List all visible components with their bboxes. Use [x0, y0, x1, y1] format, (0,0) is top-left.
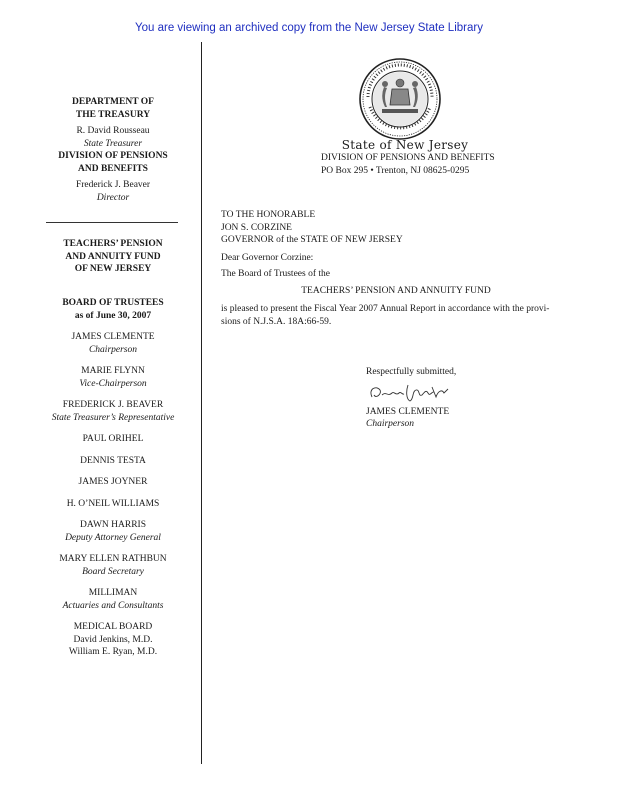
- member-role: Chairperson: [88, 344, 138, 355]
- medical-board-member: David Jenkins, M.D.: [73, 634, 153, 645]
- addressee-line: GOVERNOR of the STATE OF NEW JERSEY: [221, 235, 403, 245]
- board-heading-1: BOARD OF TRUSTEES: [62, 298, 164, 308]
- body-line: sions of N.J.S.A. 18A:66-59.: [221, 316, 332, 327]
- addressee-line: TO THE HONORABLE: [221, 210, 316, 220]
- division-line-2: AND BENEFITS: [78, 163, 148, 174]
- member-role: Actuaries and Consultants: [62, 600, 164, 611]
- letterhead-division: DIVISION OF PENSIONS AND BENEFITS: [321, 153, 495, 163]
- department-line-2: THE TREASURY: [75, 109, 151, 120]
- director-name: Frederick J. Beaver: [75, 180, 151, 190]
- handwritten-signature-icon: [366, 381, 456, 405]
- letter-board-line: The Board of Trustees of the: [221, 269, 330, 279]
- addressee-line: JON S. CORZINE: [221, 222, 292, 233]
- sidebar-fund-block: [30, 238, 196, 276]
- fund-line-2: AND ANNUITY FUND: [65, 251, 161, 262]
- member-name: MARY ELLEN RATHBUN: [59, 554, 167, 564]
- letterhead-address: PO Box 295 • Trenton, NJ 08625-0295: [321, 166, 470, 176]
- board-member: [30, 455, 196, 468]
- letter-salutation: Dear Governor Corzine:: [221, 253, 314, 263]
- sidebar-divider: [46, 222, 178, 223]
- board-member: [30, 553, 196, 578]
- state-seal-icon: [358, 57, 442, 141]
- department-line-1: DEPARTMENT OF: [72, 97, 154, 107]
- vertical-divider: [201, 42, 202, 764]
- member-name: DENNIS TESTA: [80, 455, 146, 466]
- letter-fund-name: TEACHERS’ PENSION AND ANNUITY FUND: [301, 286, 491, 296]
- signer-name: JAMES CLEMENTE: [366, 406, 450, 417]
- member-name: MARIE FLYNN: [81, 366, 145, 376]
- fund-line-3: OF NEW JERSEY: [74, 264, 152, 274]
- board-member: [30, 587, 196, 612]
- letter-body: [221, 303, 571, 328]
- state-name-heading: State of New Jersey: [341, 138, 469, 152]
- sidebar-department-block: [30, 96, 196, 204]
- member-name: JAMES CLEMENTE: [71, 332, 155, 342]
- treasurer-title: State Treasurer: [83, 138, 143, 149]
- medical-board: [30, 621, 196, 659]
- director-title: Director: [96, 192, 130, 203]
- signer-title: Chairperson: [366, 419, 415, 429]
- letterhead-block: [321, 152, 495, 178]
- treasurer-name: R. David Rousseau: [76, 126, 150, 136]
- member-name: JAMES JOYNER: [78, 477, 148, 487]
- board-member: [30, 365, 196, 390]
- member-name: FREDERICK J. BEAVER: [62, 400, 164, 410]
- board-member: [30, 476, 196, 489]
- body-line: is pleased to present the Fiscal Year 2007 Annual Report in accordance with the provi-: [221, 304, 550, 314]
- member-name: PAUL ORIHEL: [82, 434, 144, 444]
- fund-line-1: TEACHERS’ PENSION: [63, 239, 163, 249]
- member-name: MILLIMAN: [88, 588, 138, 598]
- medical-board-heading: MEDICAL BOARD: [73, 622, 153, 632]
- closing-text: Respectfully submitted,: [366, 367, 457, 377]
- board-member: [30, 498, 196, 511]
- signature-block: [366, 366, 456, 431]
- letter-addressee: [221, 209, 571, 247]
- board-member: [30, 433, 196, 446]
- member-name: DAWN HARRIS: [79, 520, 146, 530]
- division-line-1: DIVISION OF PENSIONS: [58, 151, 168, 161]
- member-role: State Treasurer’s Representative: [51, 412, 175, 423]
- member-name: H. O’NEIL WILLIAMS: [66, 498, 160, 509]
- board-member: [30, 331, 196, 356]
- board-heading-2: as of June 30, 2007: [74, 310, 152, 321]
- member-role: Vice-Chairperson: [79, 378, 147, 389]
- board-member: [30, 519, 196, 544]
- member-role: Board Secretary: [82, 566, 144, 577]
- sidebar-board-block: [30, 297, 196, 668]
- archive-banner: You are viewing an archived copy from the New Jersey State Library: [135, 22, 483, 34]
- board-member: [30, 399, 196, 424]
- medical-board-member: William E. Ryan, M.D.: [68, 647, 158, 657]
- member-role: Deputy Attorney General: [65, 532, 161, 543]
